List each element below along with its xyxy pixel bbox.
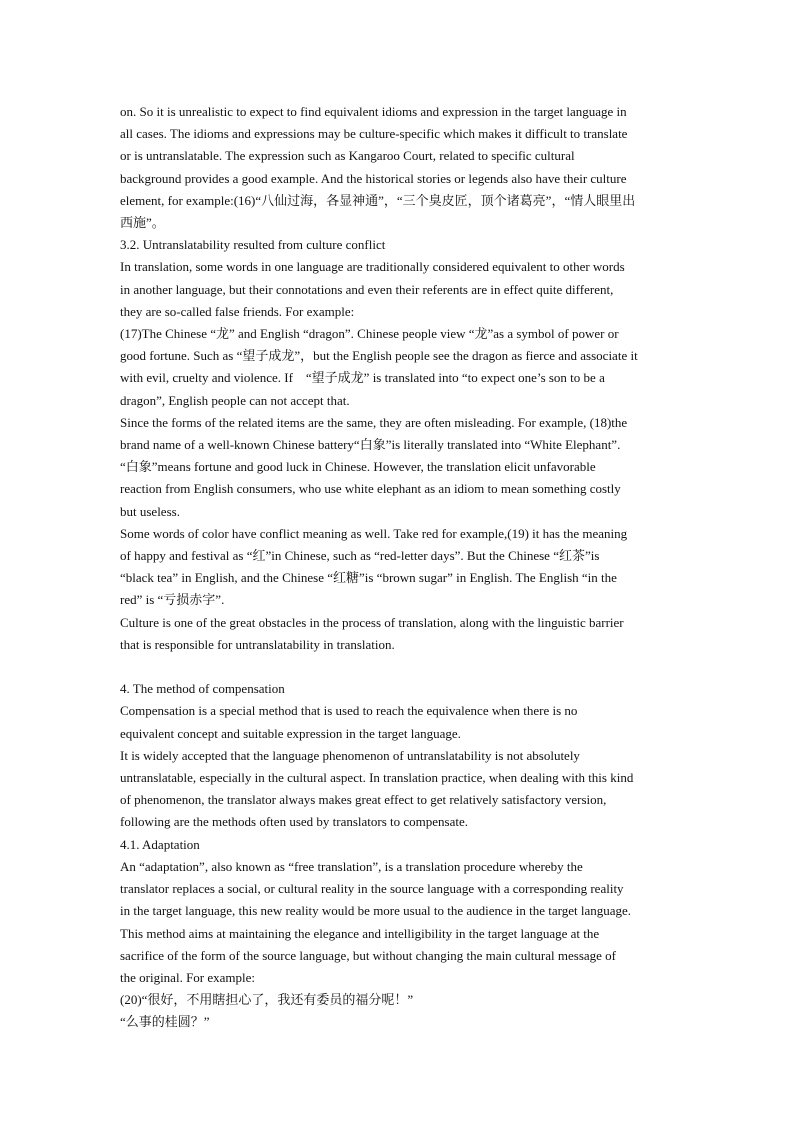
text-line: but useless. xyxy=(120,503,180,519)
text-line: background provides a good example. And the historical stories or legends also have their culture xyxy=(120,170,627,186)
text-line: translator replaces a social, or cultural reality in the source language with a corresponding reality xyxy=(120,881,624,897)
text-line: sacrifice of the form of the source language, but without changing the main cultural message of xyxy=(120,947,616,963)
paragraph xyxy=(120,256,676,323)
text-line: It is widely accepted that the language phenomenon of untranslatability is not absolutely xyxy=(120,747,580,763)
paragraph xyxy=(120,745,676,834)
text-line: In translation, some words in one language are traditionally considered equivalent to other words xyxy=(120,259,625,275)
text-line: that is responsible for untranslatability in translation. xyxy=(120,636,395,652)
text-line: brand name of a well-known Chinese battery“白象”is literally translated into “White Elephant”. xyxy=(120,437,621,453)
text-line: of phenomenon, the translator always makes great effect to get relatively satisfactory version, xyxy=(120,792,607,808)
text-line: reaction from English consumers, who use white elephant as an idiom to mean something costly xyxy=(120,481,621,497)
section-heading-4 xyxy=(120,678,676,700)
heading-text: 4. The method of compensation xyxy=(120,681,285,697)
paragraph xyxy=(120,856,676,989)
heading-text: 4.1. Adaptation xyxy=(120,836,200,852)
text-line: This method aims at maintaining the elegance and intelligibility in the target language at the xyxy=(120,925,600,941)
text-line: Since the forms of the related items are the same, they are often misleading. For example, (18)the xyxy=(120,414,628,430)
section-heading-4-1 xyxy=(120,834,676,856)
text-line: untranslatable, especially in the cultural aspect. In translation practice, when dealing with this kind xyxy=(120,770,634,786)
paragraph xyxy=(120,612,676,656)
text-line: “白象”means fortune and good luck in Chinese. However, the translation elicit unfavorable xyxy=(120,459,596,475)
heading-text: 3.2. Untranslatability resulted from culture conflict xyxy=(120,237,386,253)
text-line: 西施”。 xyxy=(120,215,165,231)
text-line: following are the methods often used by translators to compensate. xyxy=(120,814,469,830)
text-line: in another language, but their connotations and even their referents are in effect quite different, xyxy=(120,281,614,297)
text-line: (17)The Chinese “龙” and English “dragon”. Chinese people view “龙”as a symbol of power or xyxy=(120,326,619,342)
text-line: element, for example:(16)“八仙过海，各显神通”，“三个臭皮匠，顶个诸葛亮”，“情人眼里出 xyxy=(120,192,636,208)
text-line: the original. For example: xyxy=(120,969,256,985)
text-line: on. So it is unrealistic to expect to find equivalent idioms and expression in the target language in xyxy=(120,104,627,119)
text-line: good fortune. Such as “望子成龙”，but the English people see the dragon as fierce and associate it xyxy=(120,348,638,364)
paragraph xyxy=(120,989,676,1033)
text-line: equivalent concept and suitable expression in the target language. xyxy=(120,725,461,741)
text-line: Culture is one of the great obstacles in the process of translation, along with the linguistic barrier xyxy=(120,614,624,630)
text-line: all cases. The idioms and expressions may be culture-specific which makes it difficult to translate xyxy=(120,126,628,142)
text-line: dragon”, English people can not accept that. xyxy=(120,392,350,408)
section-heading-3-2 xyxy=(120,234,676,256)
paragraph xyxy=(120,523,676,612)
text-line: (20)“很好，不用瞎担心了，我还有委员的福分呢！” xyxy=(120,992,414,1008)
document-page xyxy=(120,101,676,1034)
text-line: “么事的桂圆？” xyxy=(120,1014,210,1030)
text-line: they are so-called false friends. For example: xyxy=(120,303,355,319)
paragraph xyxy=(120,412,676,523)
blank-line xyxy=(120,656,676,678)
paragraph xyxy=(120,323,676,412)
text-line: An “adaptation”, also known as “free translation”, is a translation procedure whereby the xyxy=(120,858,583,874)
text-line: in the target language, this new reality would be more usual to the audience in the target language. xyxy=(120,903,632,919)
text-line: of happy and festival as “红”in Chinese, such as “red-letter days”. But the Chinese “红茶”is xyxy=(120,548,600,564)
paragraph xyxy=(120,700,676,744)
text-line: with evil, cruelty and violence. If “望子成龙” is translated into “to expect one’s son to be a xyxy=(120,370,605,386)
text-line: Some words of color have conflict meaning as well. Take red for example,(19) it has the meaning xyxy=(120,525,628,541)
paragraph xyxy=(120,101,676,234)
text-line: “black tea” in English, and the Chinese “红糖”is “brown sugar” in English. The English “in the xyxy=(120,570,617,586)
text-line: Compensation is a special method that is used to reach the equivalence when there is no xyxy=(120,703,578,719)
text-line: red” is “亏损赤字”. xyxy=(120,592,225,608)
text-line: or is untranslatable. The expression such as Kangaroo Court, related to specific cultural xyxy=(120,148,575,164)
